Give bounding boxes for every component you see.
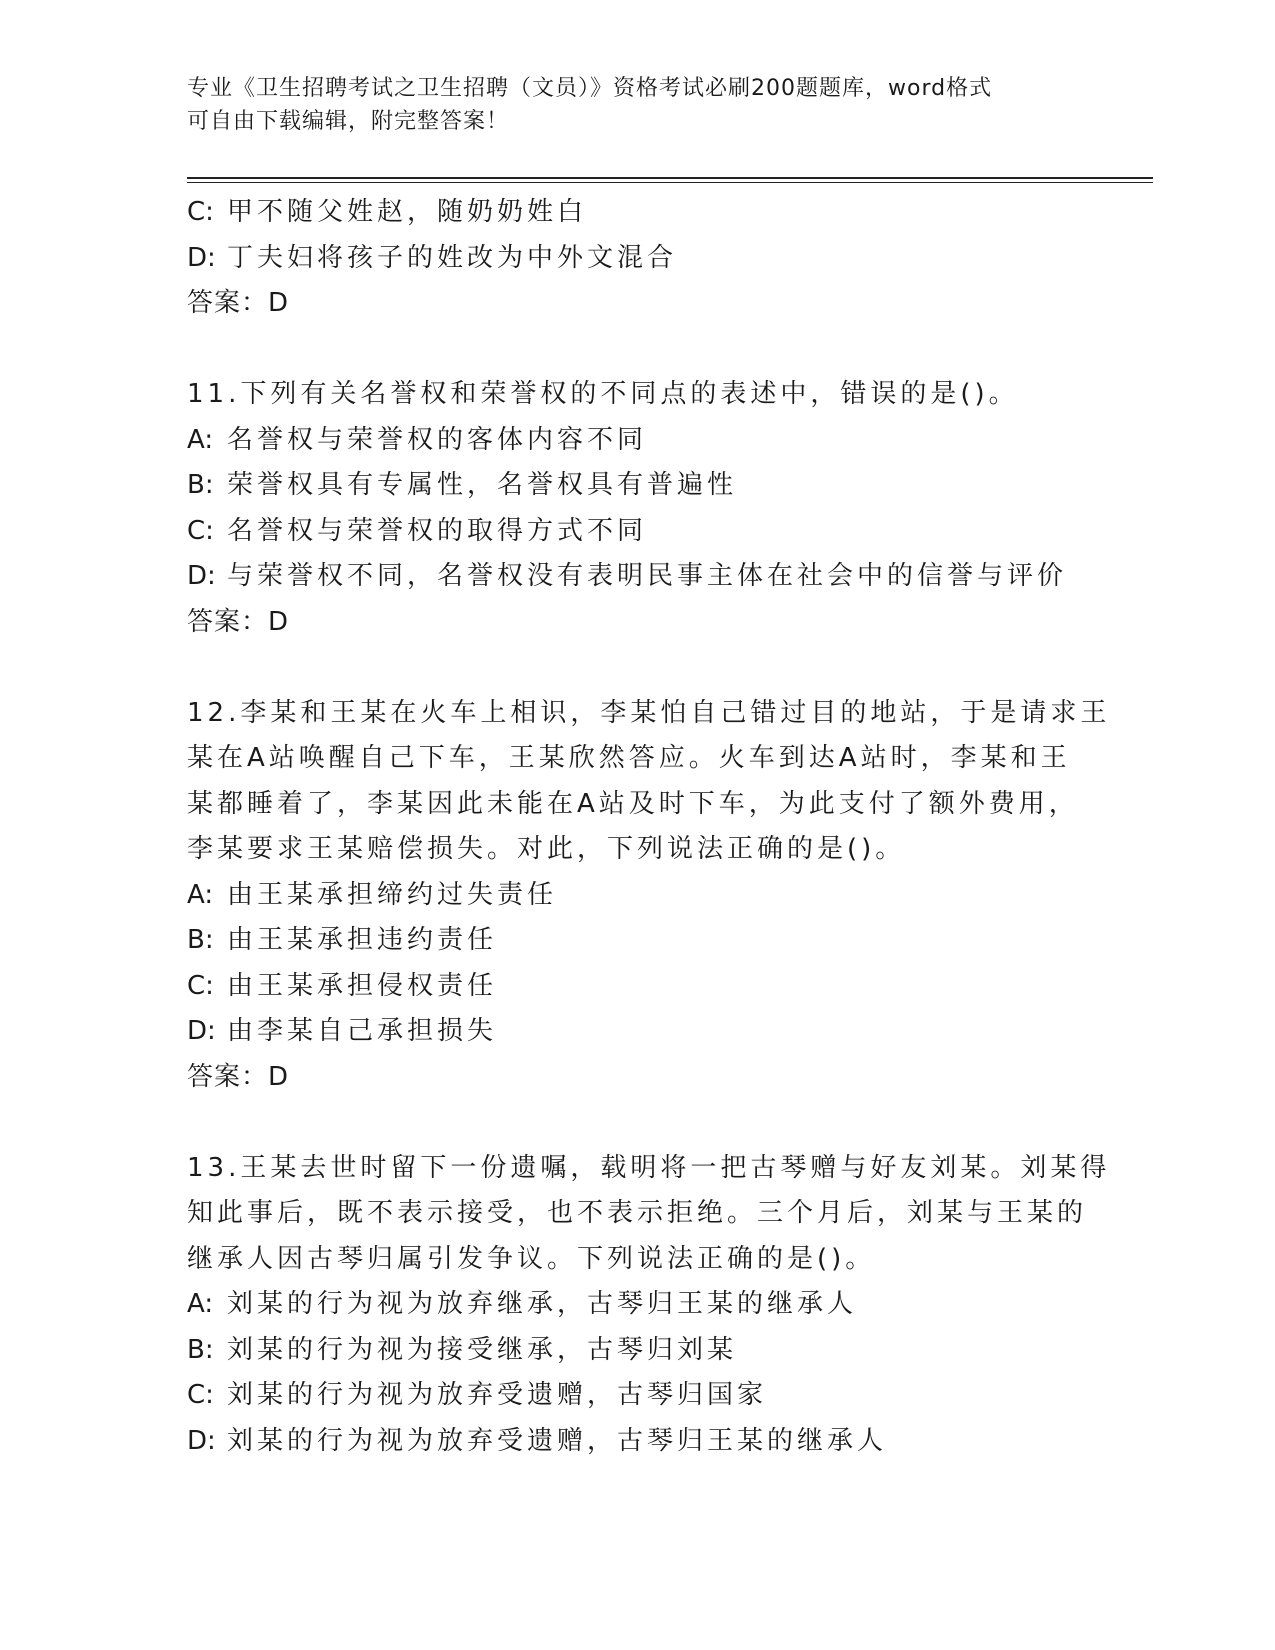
question-stem-line: 13.王某去世时留下一份遗嘱，载明将一把古琴赠与好友刘某。刘某得 (187, 1152, 1111, 1183)
page-header (187, 72, 1077, 138)
option-c: C: 甲不随父姓赵，随奶奶姓白 (187, 197, 588, 227)
option-d: D: 与荣誉权不同，名誉权没有表明民事主体在社会中的信誉与评价 (187, 561, 1068, 591)
option-d: D: 丁夫妇将孩子的姓改为中外文混合 (187, 242, 678, 273)
answer-line: 答案：D (187, 606, 290, 637)
answer-line: 答案：D (187, 288, 290, 318)
option-a: A: 名誉权与荣誉权的客体内容不同 (187, 424, 648, 455)
option-c: C: 由王某承担侵权责任 (187, 970, 498, 1001)
option-d: D: 由李某自己承担损失 (187, 1016, 498, 1046)
question-stem-line: 某都睡着了，李某因此未能在A站及时下车，为此支付了额外费用， (187, 788, 1079, 819)
option-c: C: 刘某的行为视为放弃受遗赠，古琴归国家 (187, 1380, 768, 1410)
question-stem: 11.下列有关名誉权和荣誉权的不同点的表述中，错误的是()。 (187, 379, 1019, 409)
option-d: D: 刘某的行为视为放弃受遗赠，古琴归王某的继承人 (187, 1425, 888, 1456)
header-divider (187, 177, 1153, 183)
question-stem-line: 李某要求王某赔偿损失。对此，下列说法正确的是()。 (187, 834, 906, 864)
question-12 (187, 691, 1111, 1101)
header-line-2: 可自由下载编辑，附完整答案！ (187, 109, 510, 134)
option-b: B: 荣誉权具有专属性，名誉权具有普遍性 (187, 470, 738, 500)
question-10-tail (187, 190, 1087, 327)
question-stem-line: 12.李某和王某在火车上相识，李某怕自己错过目的地站，于是请求王 (187, 697, 1111, 728)
question-stem-line: 某在A站唤醒自己下车，王某欣然答应。火车到达A站时，李某和王 (187, 743, 1071, 773)
option-c: C: 名誉权与荣誉权的取得方式不同 (187, 515, 648, 546)
answer-line: 答案：D (187, 1061, 290, 1092)
option-a: A: 刘某的行为视为放弃继承，古琴归王某的继承人 (187, 1289, 858, 1319)
question-content (187, 190, 1111, 1464)
header-line-1: 专业《卫生招聘考试之卫生招聘（文员）》资格考试必刷200题题库，word格式 (187, 76, 993, 101)
question-13 (187, 1146, 1111, 1465)
question-stem-line: 知此事后，既不表示接受，也不表示拒绝。三个月后，刘某与王某的 (187, 1198, 1088, 1228)
option-a: A: 由王某承担缔约过失责任 (187, 879, 558, 910)
question-11 (187, 372, 1087, 645)
option-b: B: 由王某承担违约责任 (187, 925, 498, 955)
option-b: B: 刘某的行为视为接受继承，古琴归刘某 (187, 1334, 738, 1365)
question-stem-line: 继承人因古琴归属引发争议。下列说法正确的是()。 (187, 1243, 876, 1274)
